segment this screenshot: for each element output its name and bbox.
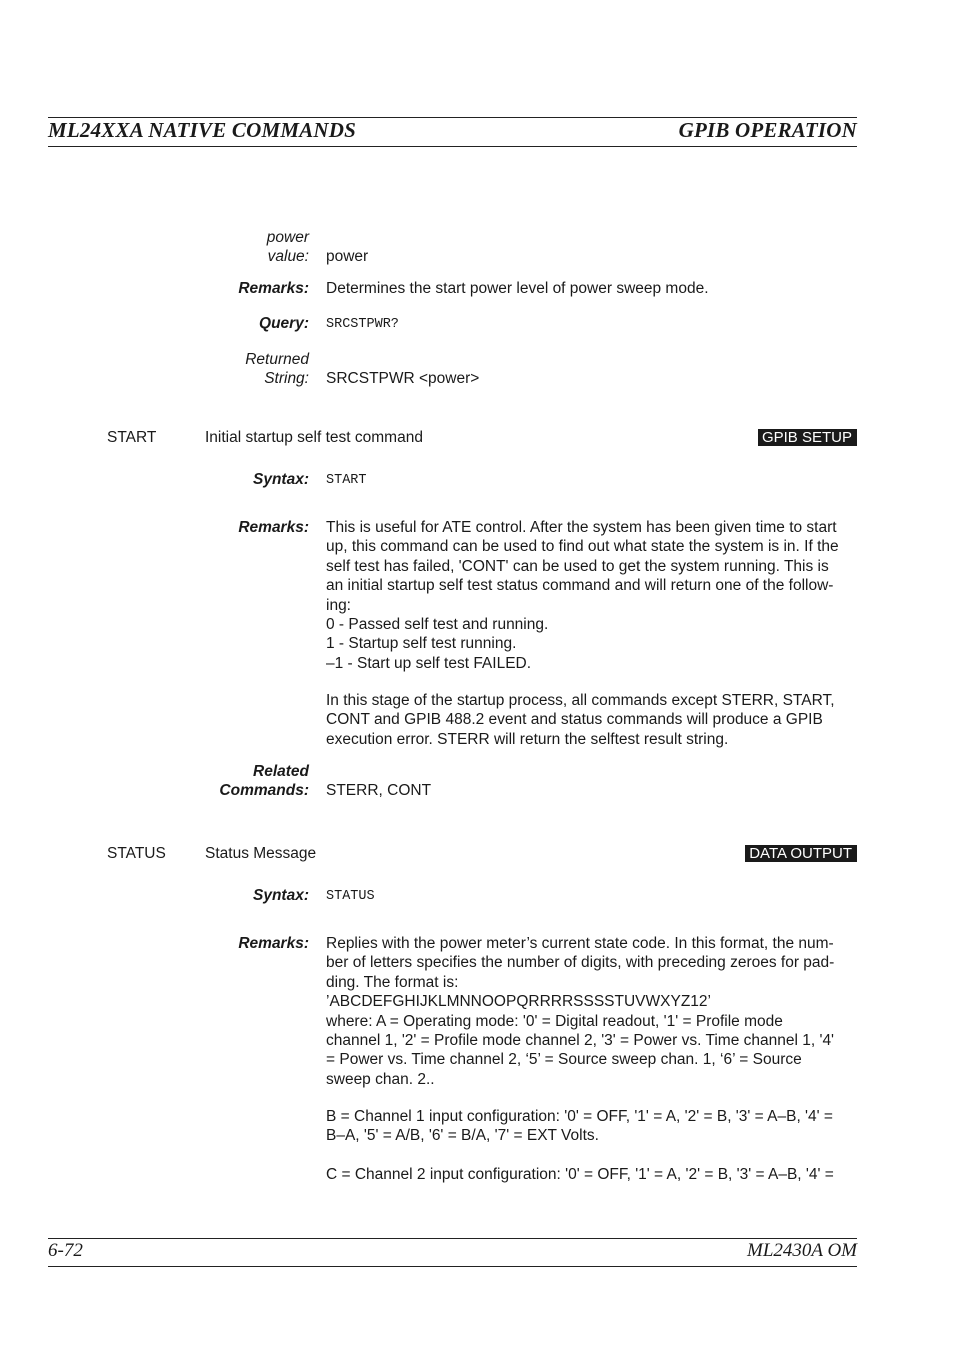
- paragraph-line: execution error. STERR will return the selftest result string.: [326, 730, 729, 748]
- header-chapter-title: GPIB OPERATION: [678, 118, 857, 142]
- paragraph-line: channel 1, '2' = Profile mode channel 2, '3' = Power vs. Time channel 1, '4': [326, 1032, 835, 1050]
- start-remarks-paragraph-2: [326, 691, 857, 749]
- paragraph-line: This is useful for ATE control. After the system has been given time to start: [326, 519, 837, 536]
- paragraph-line: an initial startup self test status command and will return one of the follow-: [326, 577, 834, 595]
- category-badge-gpib-setup: GPIB SETUP: [758, 429, 857, 446]
- footer-bottom-rule: [48, 1266, 857, 1267]
- category-badge-data-output: DATA OUTPUT: [745, 845, 857, 862]
- start-remarks-paragraph: [326, 518, 857, 673]
- paragraph-line: B–A, '5' = A/B, '6' = B/A, '7' = EXT Volts.: [326, 1127, 599, 1145]
- status-remarks-paragraph: [326, 934, 857, 1089]
- paragraph-line: = Power vs. Time channel 2, ‘5’ = Source sweep chan. 1, ‘6’ = Source: [326, 1051, 802, 1069]
- command-description-start: Initial startup self test command: [205, 429, 423, 446]
- paragraph-line: In this stage of the startup process, all commands except STERR, START,: [326, 692, 835, 709]
- paragraph-line: where: A = Operating mode: '0' = Digital readout, '1' = Profile mode: [326, 1012, 783, 1030]
- paragraph-line: ’ABCDEFGHIJKLMNNOOPQRRRRSSSSTUVWXYZ12’: [326, 993, 711, 1011]
- related-commands-label-2: Commands:: [219, 782, 309, 799]
- page-number: 6-72: [48, 1240, 83, 1261]
- header-section-title: ML24XXA NATIVE COMMANDS: [48, 118, 357, 142]
- paragraph-line: up, this command can be used to find out what state the system is in. If the: [326, 538, 839, 556]
- status-syntax-label: Syntax:: [253, 887, 309, 904]
- paragraph-line: CONT and GPIB 488.2 event and status commands will produce a GPIB: [326, 711, 823, 729]
- paragraph-line: Replies with the power meter’s current state code. In this format, the num-: [326, 935, 834, 952]
- paragraph-line: ber of letters specifies the number of digits, with preceding zeroes for pad-: [326, 954, 835, 972]
- start-remarks-label: Remarks:: [238, 519, 309, 536]
- command-name-status: STATUS: [107, 845, 166, 862]
- paragraph-line: self test has failed, 'CONT' can be used to get the system running. This is: [326, 557, 829, 575]
- paragraph-line: ing:: [326, 596, 351, 614]
- power-value-text: power: [326, 248, 369, 265]
- paragraph-line: B = Channel 1 input configuration: '0' = OFF, '1' = A, '2' = B, '3' = A–B, '4' =: [326, 1108, 833, 1125]
- paragraph-line: ding. The format is:: [326, 973, 459, 991]
- returned-string-label-2: String:: [264, 370, 309, 387]
- command-description-status: Status Message: [205, 845, 317, 862]
- status-remarks-paragraph-2: [326, 1107, 857, 1146]
- related-commands-label-1: Related: [253, 763, 309, 780]
- paragraph-line: 1 - Startup self test running.: [326, 635, 517, 653]
- srcstpwr-query-text: SRCSTPWR?: [326, 317, 399, 332]
- paragraph-line: –1 - Start up self test FAILED.: [326, 654, 532, 672]
- footer-top-rule: [48, 1238, 857, 1239]
- status-syntax-text: STATUS: [326, 889, 375, 904]
- command-name-start: START: [107, 429, 157, 446]
- power-value-label-2: value:: [267, 248, 309, 265]
- srcstpwr-remarks-label: Remarks:: [238, 280, 309, 297]
- srcstpwr-remarks-text: Determines the start power level of power sweep mode.: [326, 280, 709, 297]
- related-commands-text: STERR, CONT: [326, 782, 432, 799]
- paragraph-line: C = Channel 2 input configuration: '0' = OFF, '1' = A, '2' = B, '3' = A–B, '4' =: [326, 1166, 834, 1183]
- returned-string-label-1: Returned: [245, 351, 309, 368]
- start-syntax-text: START: [326, 473, 367, 488]
- returned-string-text: SRCSTPWR <power>: [326, 370, 480, 387]
- document-name: ML2430A OM: [747, 1240, 857, 1261]
- start-syntax-label: Syntax:: [253, 471, 309, 488]
- paragraph-line: 0 - Passed self test and running.: [326, 616, 549, 634]
- paragraph-line: sweep chan. 2..: [326, 1070, 435, 1088]
- srcstpwr-query-label: Query:: [259, 315, 309, 332]
- header-bottom-rule: [48, 146, 857, 147]
- status-remarks-paragraph-3: [326, 1165, 857, 1184]
- status-remarks-label: Remarks:: [238, 935, 309, 952]
- power-value-label-1: power: [266, 229, 309, 246]
